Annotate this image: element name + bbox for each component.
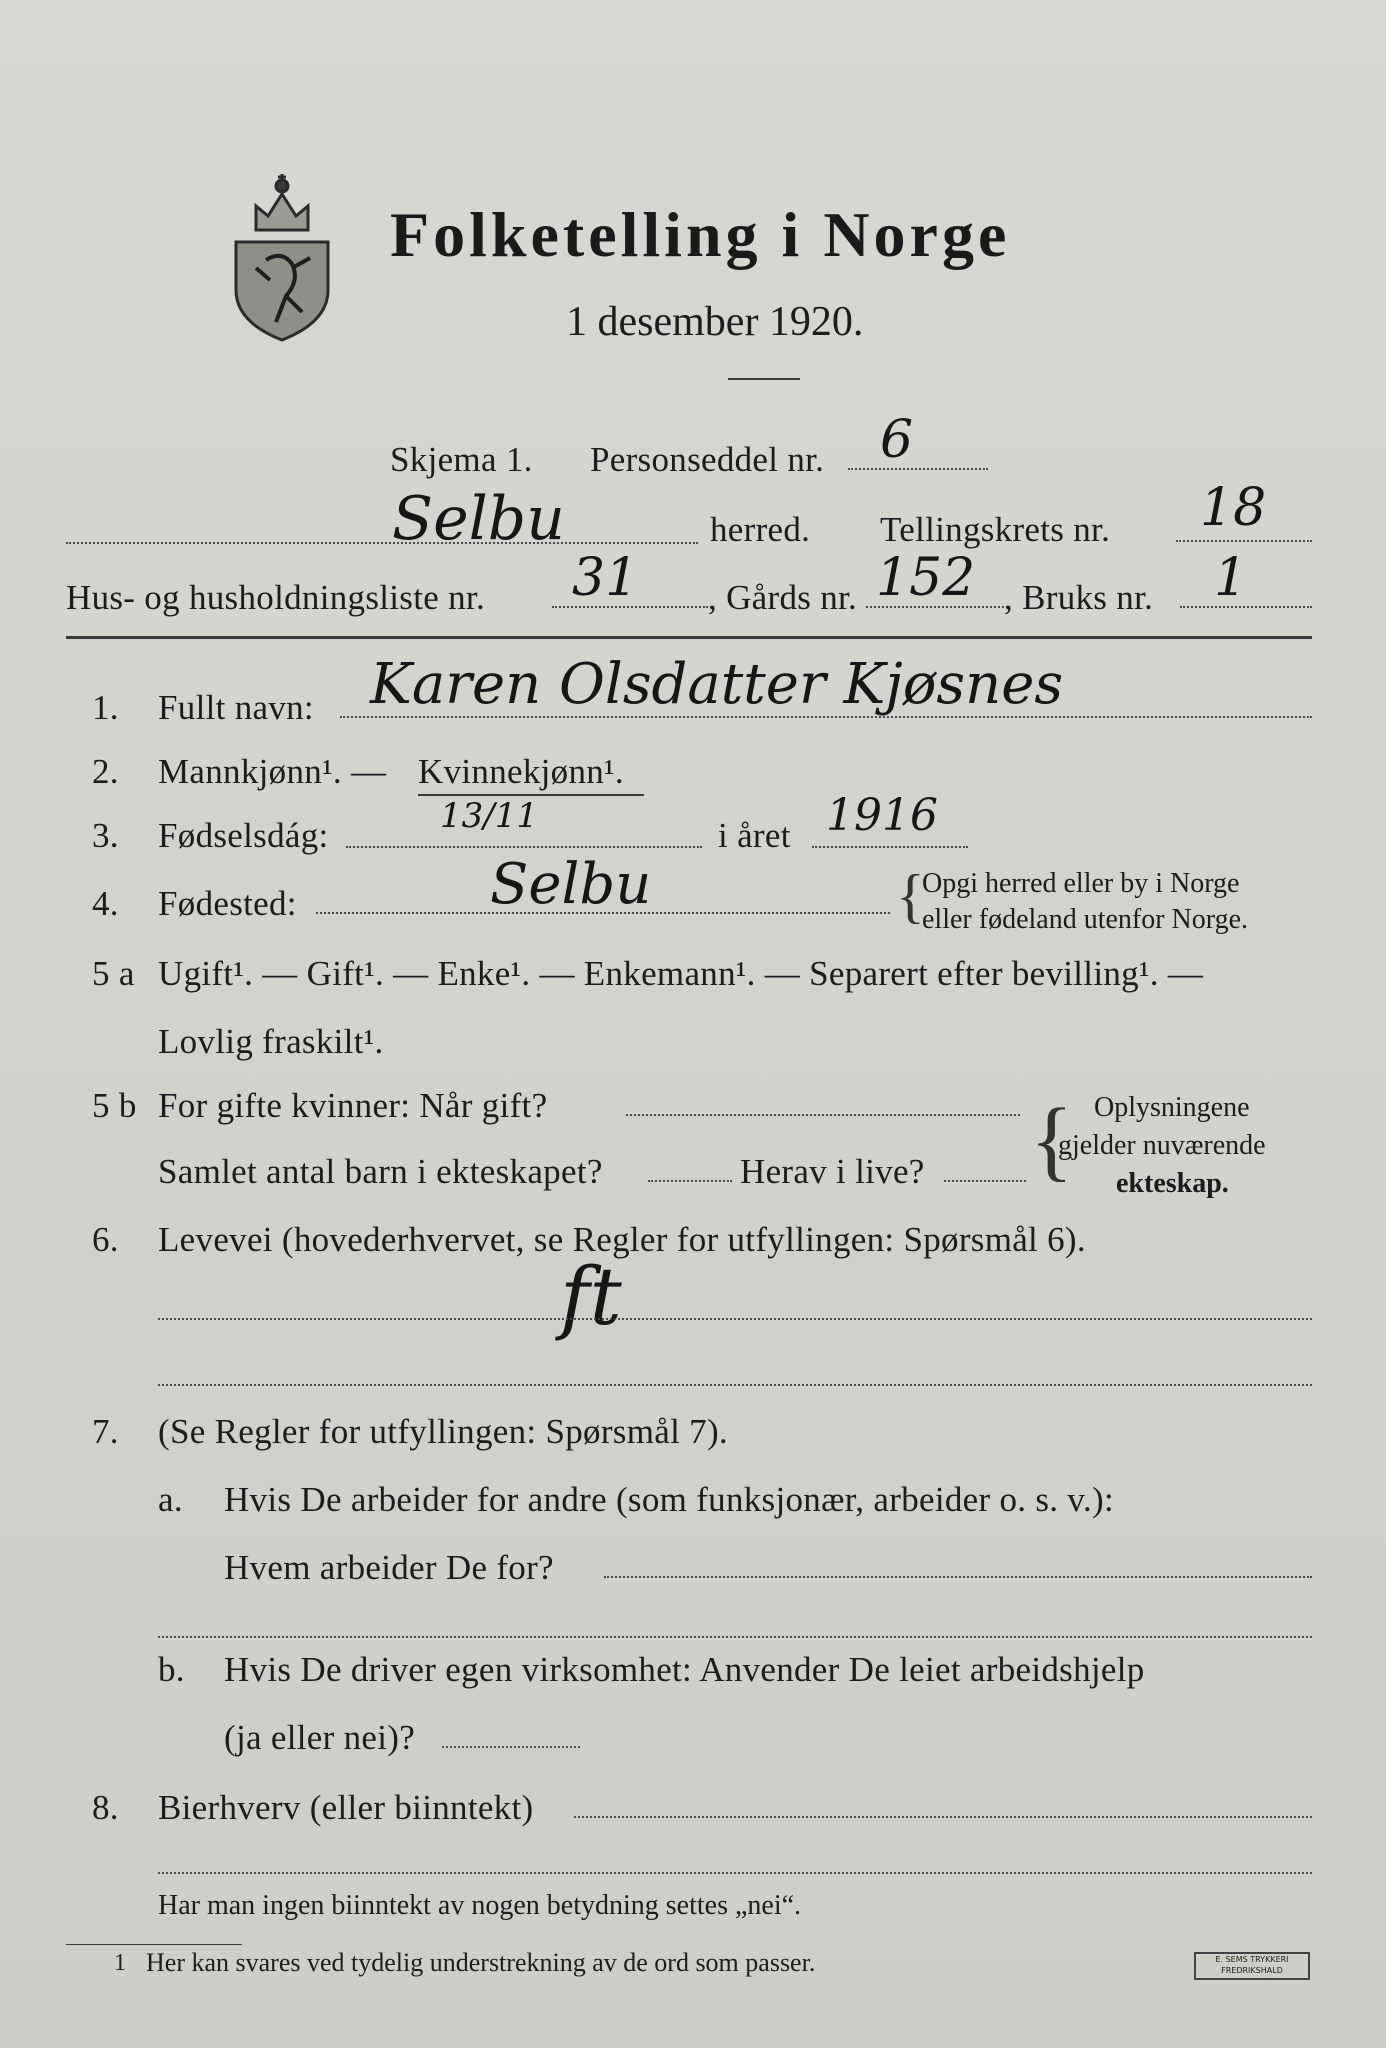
footer-note: Har man ingen biinntekt av nogen betydning settes „nei“. bbox=[158, 1890, 802, 1921]
gards-label: , Gårds nr. bbox=[708, 578, 858, 617]
q1-number: 1. bbox=[92, 688, 119, 727]
q7b-line-1: Hvis De driver egen virksomhet: Anvender De leiet arbeidshjelp bbox=[224, 1650, 1145, 1689]
q6-label: Levevei (hovederhvervet, se Regler for utfyllingen: Spørsmål 6). bbox=[158, 1220, 1086, 1259]
footnote-divider bbox=[66, 1944, 242, 1945]
norwegian-coat-of-arms-icon bbox=[226, 172, 338, 344]
q3-number: 3. bbox=[92, 816, 119, 855]
q2-number: 2. bbox=[92, 752, 119, 791]
q5b-married-line bbox=[626, 1114, 1020, 1116]
q3-line bbox=[346, 846, 702, 848]
title-divider bbox=[728, 378, 800, 380]
q5b-line-2: Samlet antal barn i ekteskapet? bbox=[158, 1152, 603, 1191]
printer-mark bbox=[1194, 1952, 1310, 1980]
q5a-line-2: Lovlig fraskilt¹. bbox=[158, 1022, 384, 1061]
q8-extra-line bbox=[158, 1872, 1312, 1874]
q4-birthplace: Selbu bbox=[490, 852, 652, 917]
q8-line bbox=[574, 1816, 1312, 1818]
herred-line bbox=[66, 542, 698, 544]
q6-occupation: ft bbox=[560, 1250, 622, 1343]
q7a-extra-line bbox=[158, 1636, 1312, 1638]
q4-note-line-1: Opgi herred eller by i Norge bbox=[922, 868, 1240, 899]
q7a-line-2: Hvem arbeider De for? bbox=[224, 1548, 554, 1587]
q5b-note-line-1: Oplysningene bbox=[1094, 1092, 1250, 1123]
form-title: Folketelling i Norge bbox=[390, 199, 1011, 270]
q6-line-2 bbox=[158, 1384, 1312, 1386]
husliste-value: 31 bbox=[572, 548, 639, 608]
bruks-value: 1 bbox=[1214, 548, 1248, 608]
q5b-children-line bbox=[648, 1180, 732, 1182]
q3-year-label: i året bbox=[718, 816, 791, 855]
q5b-alive-line bbox=[944, 1180, 1026, 1182]
q5a-number: 5 a bbox=[92, 954, 135, 993]
q6-number: 6. bbox=[92, 1220, 119, 1259]
q7-label: (Se Regler for utfyllingen: Spørsmål 7). bbox=[158, 1412, 728, 1451]
census-date: 1 desember 1920. bbox=[566, 299, 864, 345]
q7a-line bbox=[604, 1576, 1312, 1578]
personseddel-label: Personseddel nr. bbox=[590, 440, 825, 479]
q4-number: 4. bbox=[92, 884, 119, 923]
herred-label: herred. bbox=[710, 510, 811, 549]
printer-mark-line-1: E. SEMS TRYKKERI bbox=[1215, 1955, 1289, 1964]
gards-value: 152 bbox=[876, 548, 976, 608]
q5b-brace: { bbox=[1030, 1091, 1074, 1190]
q5b-number: 5 b bbox=[92, 1086, 137, 1125]
q3-birthdate: 13/11 bbox=[440, 796, 538, 836]
q7b-line-2: (ja eller nei)? bbox=[224, 1718, 416, 1757]
q7a-line-1: Hvis De arbeider for andre (som funksjonær, arbeider o. s. v.): bbox=[224, 1480, 1114, 1519]
header-divider bbox=[66, 636, 1312, 639]
q3-year-line bbox=[812, 846, 968, 848]
skjema-label: Skjema 1. bbox=[390, 440, 533, 479]
personseddel-value: 6 bbox=[880, 410, 914, 470]
printer-mark-line-2: FREDRIKSHALD bbox=[1221, 1966, 1283, 1975]
q5b-alive-label: Herav i live? bbox=[740, 1152, 925, 1191]
q1-label: Fullt navn: bbox=[158, 688, 314, 727]
herred-value: Selbu bbox=[392, 484, 565, 554]
q4-note-line-2: eller fødeland utenfor Norge. bbox=[922, 904, 1249, 935]
q5b-line-1: For gifte kvinner: Når gift? bbox=[158, 1086, 548, 1125]
tellingskrets-label: Tellingskrets nr. bbox=[880, 510, 1111, 549]
q5b-note-line-2: gjelder nuværende bbox=[1058, 1130, 1266, 1161]
bruks-label: , Bruks nr. bbox=[1004, 578, 1154, 617]
q7b-line bbox=[442, 1746, 580, 1748]
q2-male: Mannkjønn¹. — bbox=[158, 752, 387, 791]
q3-label: Fødselsdág: bbox=[158, 816, 329, 855]
q7a-letter: a. bbox=[158, 1480, 183, 1519]
q2-female-underlined: Kvinnekjønn¹. bbox=[418, 752, 624, 791]
footnote-text: Her kan svares ved tydelig understrekning av de ord som passer. bbox=[146, 1948, 816, 1977]
q1-full-name: Karen Olsdatter Kjøsnes bbox=[370, 652, 1064, 717]
q6-line-1 bbox=[158, 1318, 1312, 1320]
husliste-label: Hus- og husholdningsliste nr. bbox=[66, 578, 485, 617]
q4-label: Fødested: bbox=[158, 884, 297, 923]
q3-birth-year: 1916 bbox=[826, 790, 938, 841]
q5b-note-line-3: ekteskap. bbox=[1116, 1168, 1229, 1199]
q8-label: Bierhverv (eller biinntekt) bbox=[158, 1788, 534, 1827]
q4-brace: { bbox=[896, 863, 925, 929]
tellingskrets-line bbox=[1176, 540, 1312, 542]
personseddel-line bbox=[848, 468, 988, 470]
q8-number: 8. bbox=[92, 1788, 119, 1827]
q7-number: 7. bbox=[92, 1412, 119, 1451]
tellingskrets-value: 18 bbox=[1200, 478, 1267, 538]
q7b-letter: b. bbox=[158, 1650, 185, 1689]
footnote-mark: 1 bbox=[114, 1950, 126, 1976]
q5a-line-1: Ugift¹. — Gift¹. — Enke¹. — Enkemann¹. — Separert efter bevilling¹. — bbox=[158, 954, 1204, 993]
